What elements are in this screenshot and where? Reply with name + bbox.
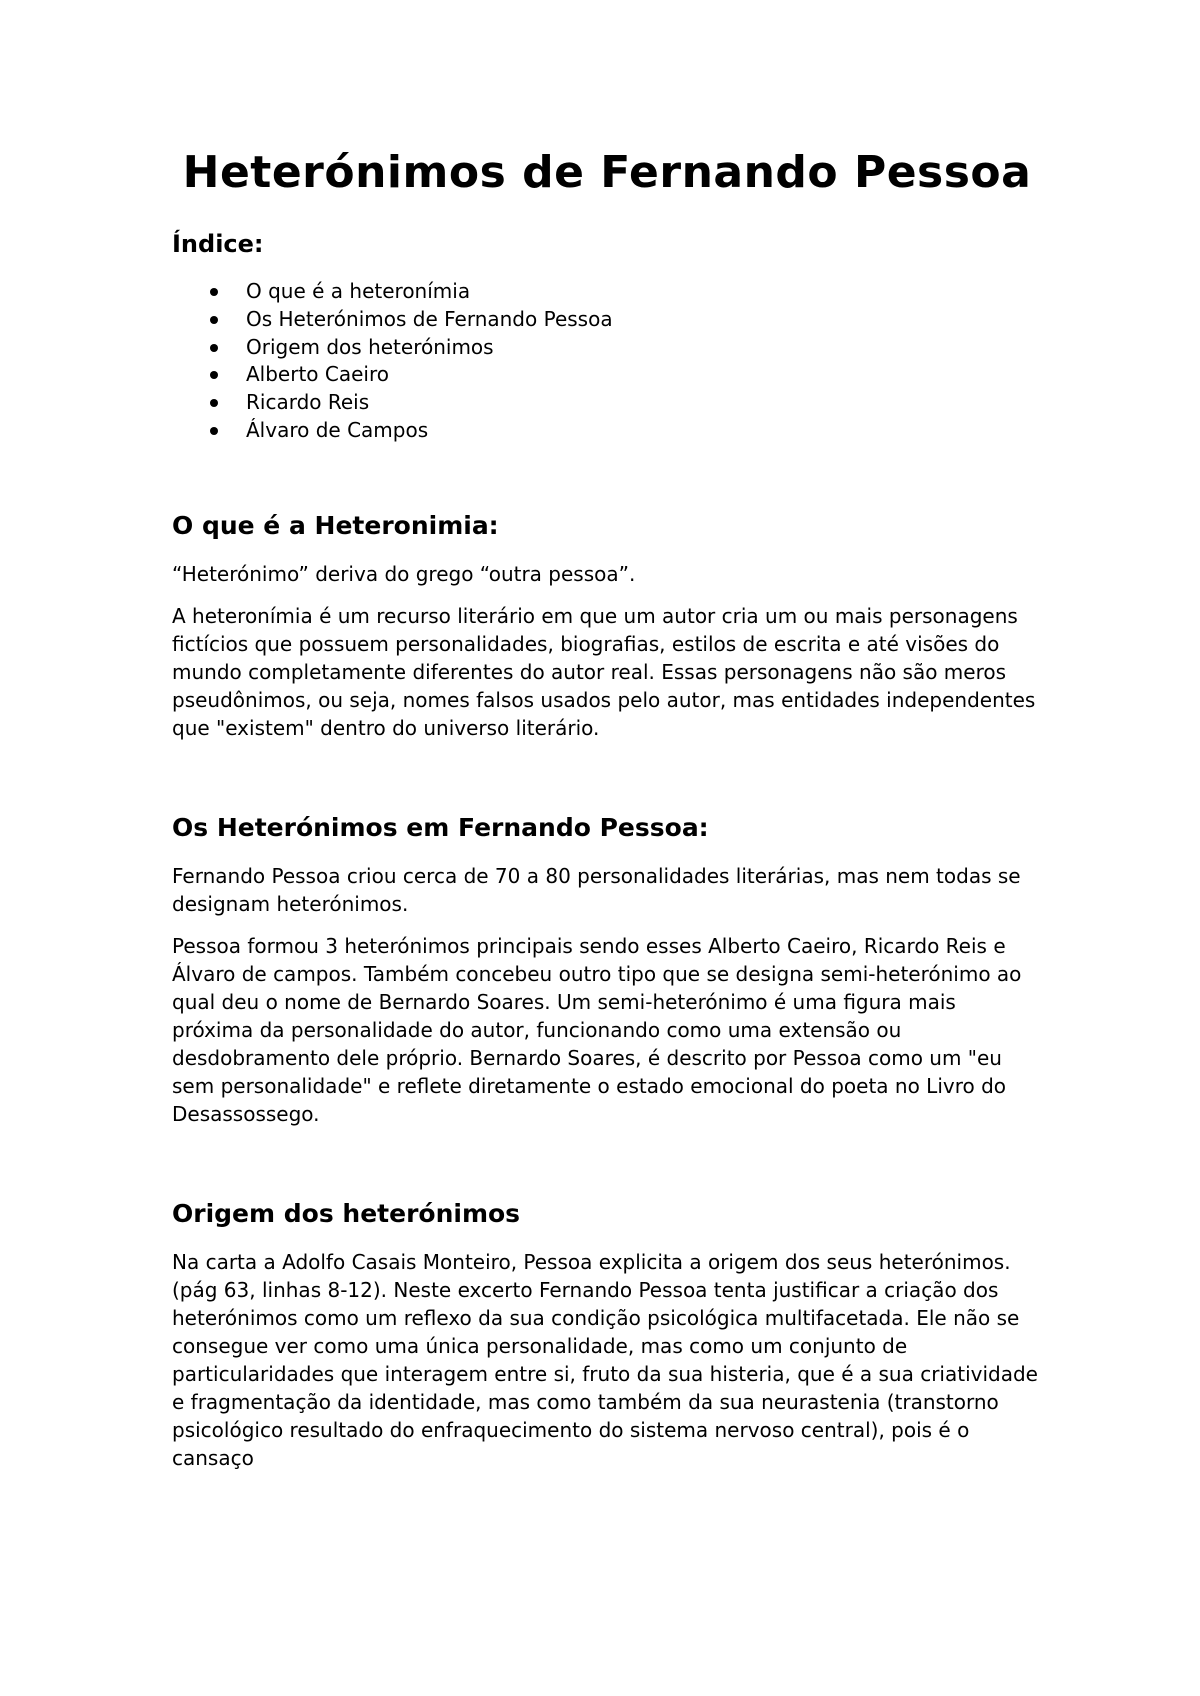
document-title: Heterónimos de Fernando Pessoa <box>182 147 1032 198</box>
document-page <box>172 142 1042 1472</box>
paragraph: Fernando Pessoa criou cerca de 70 a 80 personalidades literárias, mas nem todas se designam heterónimos. <box>172 863 1021 916</box>
paragraph: A heteronímia é um recurso literário em que um autor cria um ou mais personagens fictícios que possuem personalidades, biografias, estilos de escrita e até visões do mundo completamente diferentes do autor real. Essas personagens não são meros pseudônimos, ou seja, nomes falsos usados pelo autor, mas entidades independentes que "existem" dentro do universo literário. <box>172 603 1036 740</box>
index-heading: Índice: <box>172 230 264 258</box>
section-heading-heteronimos-pessoa: Os Heterónimos em Fernando Pessoa: <box>172 812 709 842</box>
index-item <box>172 334 1042 362</box>
bullet-icon <box>210 344 218 352</box>
paragraph: Na carta a Adolfo Casais Monteiro, Pessoa explicita a origem dos seus heterónimos. (pág 63, linhas 8-12). Neste excerto Fernando Pessoa tenta justificar a criação dos heterónimos como um reflexo da sua condição psicológica multifacetada. Ele não se consegue ver como uma única personalidade, mas como um conjunto de particularidades que interagem entre si, fruto da sua histeria, que é a sua criatividade e fragmentação da identidade, mas como também da sua neurastenia (transtorno psicológico resultado do enfraquecimento do sistema nervoso central), pois é o cansaço <box>172 1249 1038 1470</box>
index-item <box>172 417 1042 445</box>
index-item-label: Álvaro de Campos <box>246 417 429 442</box>
index-item-label: Os Heterónimos de Fernando Pessoa <box>246 306 613 331</box>
bullet-icon <box>210 427 218 435</box>
bullet-icon <box>210 316 218 324</box>
index-list <box>172 278 1042 445</box>
index-item-label: Alberto Caeiro <box>246 362 389 387</box>
section-heading-heteronimia: O que é a Heteronimia: <box>172 510 499 540</box>
index-item <box>172 361 1042 389</box>
bullet-icon <box>210 288 218 296</box>
paragraph: Pessoa formou 3 heterónimos principais sendo esses Alberto Caeiro, Ricardo Reis e Álvaro de campos. Também concebeu outro tipo que se designa semi-heterónimo ao qual deu o nome de Bernardo Soares. Um semi-heterónimo é uma figura mais próxima da personalidade do autor, funcionando como uma extensão ou desdobramento dele próprio. Bernardo Soares, é descrito por Pessoa como um "eu sem personalidade" e reflete diretamente o estado emocional do poeta no Livro do Desassossego. <box>172 933 1022 1126</box>
index-item-label: O que é a heteronímia <box>246 279 471 303</box>
section-heading-origem: Origem dos heterónimos <box>172 1198 521 1228</box>
index-item <box>172 306 1042 334</box>
index-item <box>172 389 1042 417</box>
paragraph: “Heterónimo” deriva do grego “outra pessoa”. <box>172 561 636 586</box>
bullet-icon <box>210 399 218 407</box>
index-item-label: Ricardo Reis <box>246 390 370 415</box>
index-item-label: Origem dos heterónimos <box>246 334 494 359</box>
bullet-icon <box>210 371 218 379</box>
index-item <box>172 278 1042 306</box>
